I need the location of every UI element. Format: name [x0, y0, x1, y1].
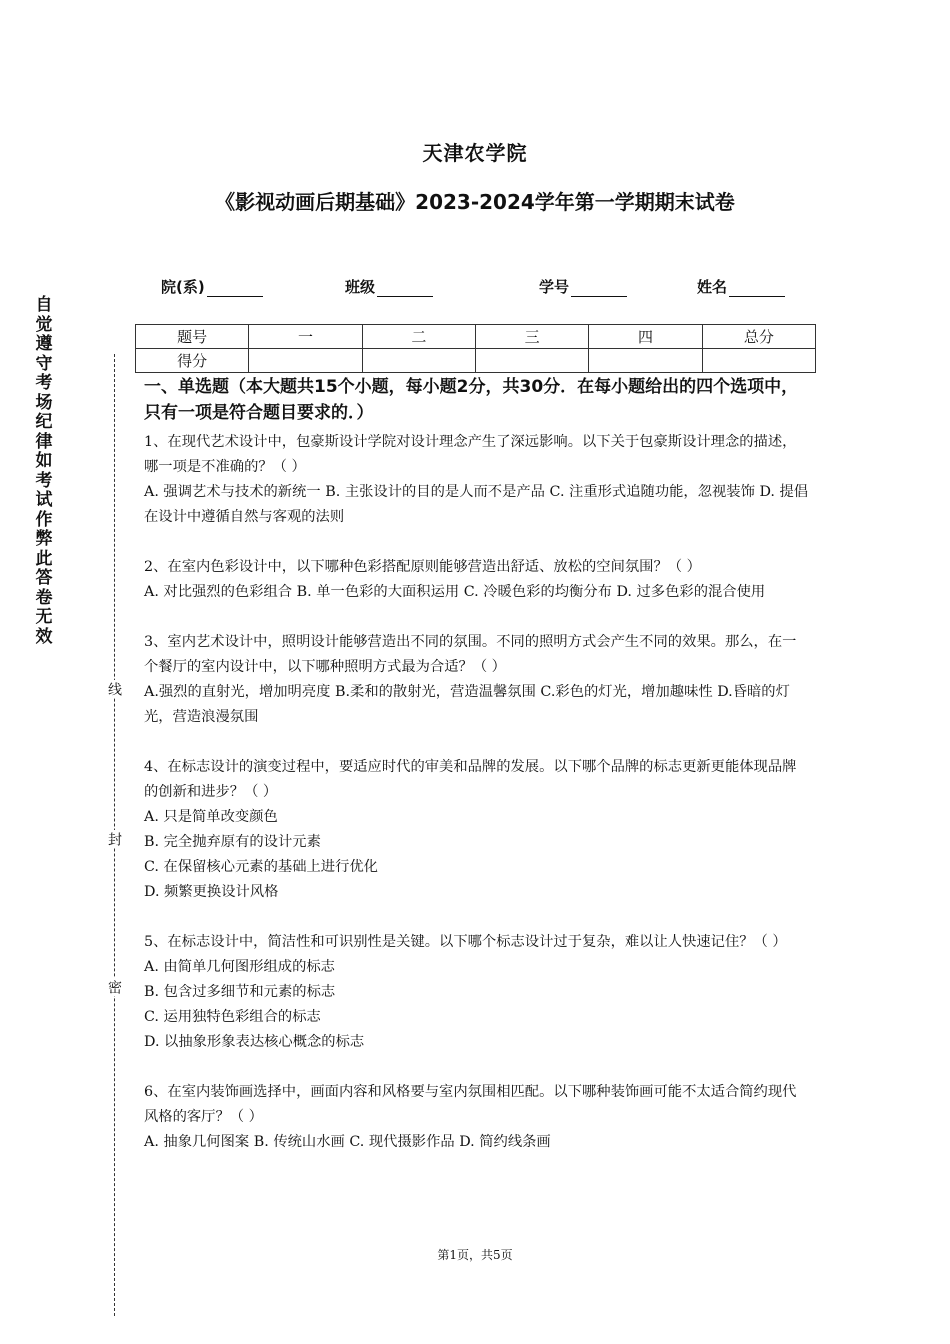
seal-line-char: 线	[106, 682, 122, 696]
question-stem: 1、在现代艺术设计中，包豪斯设计学院对设计理念产生了深远影响。以下关于包豪斯设计理念的描述，哪一项是不准确的？（ ）	[144, 434, 797, 475]
score-table-row-label: 得分	[136, 349, 249, 373]
name-field	[697, 276, 785, 297]
section-heading: 一、单选题（本大题共15个小题，每小题2分，共30分．在每小题给出的四个选项中，只有一项是符合题目要求的．）	[144, 377, 799, 423]
question-options: A. 对比强烈的色彩组合 B. 单一色彩的大面积运用 C. 冷暖色彩的均衡分布 D. 过多色彩的混合使用	[144, 584, 766, 600]
score-table-col-3: 三	[475, 325, 588, 349]
department-field	[161, 276, 263, 297]
option-b: B. 完全抛弃原有的设计元素	[144, 834, 321, 850]
class-blank[interactable]	[377, 280, 433, 297]
option-b: B. 包含过多细节和元素的标志	[144, 984, 336, 1000]
school-name: 天津农学院	[422, 141, 528, 165]
student-id-label: 学号	[539, 278, 570, 296]
department-blank[interactable]	[207, 280, 263, 297]
score-cell-2[interactable]	[362, 349, 475, 373]
question-stem: 4、在标志设计的演变过程中，要适应时代的审美和品牌的发展。以下哪个品牌的标志更新更能体现品牌的创新和进步？（ ）	[144, 759, 797, 800]
question-6	[144, 1080, 809, 1155]
score-table-col-4: 四	[589, 325, 702, 349]
score-table-header-label: 题号	[136, 325, 249, 349]
question-options: A.强烈的直射光，增加明亮度 B.柔和的散射光，营造温馨氛围 C.彩色的灯光，增加趣味性 D.昏暗的灯光，营造浪漫氛围	[144, 684, 790, 725]
student-id-field	[539, 276, 627, 297]
score-table	[135, 324, 816, 373]
question-options: A. 抽象几何图案 B. 传统山水画 C. 现代摄影作品 D. 简约线条画	[144, 1134, 551, 1150]
question-3	[144, 630, 809, 730]
exam-title: 《影视动画后期基础》2023-2024学年第一学期期末试卷	[215, 190, 735, 214]
name-label: 姓名	[697, 278, 728, 296]
question-stem: 6、在室内装饰画选择中，画面内容和风格要与室内氛围相匹配。以下哪种装饰画可能不太适合简约现代风格的客厅？（ ）	[144, 1084, 797, 1125]
page-footer: 第1页，共5页	[437, 1248, 513, 1262]
question-section	[144, 374, 809, 1180]
question-5	[144, 930, 809, 1055]
student-id-blank[interactable]	[571, 280, 627, 297]
question-stem: 2、在室内色彩设计中，以下哪种色彩搭配原则能够营造出舒适、放松的空间氛围？（ ）	[144, 559, 701, 575]
score-cell-3[interactable]	[475, 349, 588, 373]
option-c: C. 在保留核心元素的基础上进行优化	[144, 859, 378, 875]
score-table-header-row	[136, 325, 816, 349]
seal-seal-char: 封	[106, 832, 122, 846]
class-field	[345, 276, 433, 297]
option-a: A. 只是简单改变颜色	[144, 809, 278, 825]
question-4	[144, 755, 809, 905]
name-blank[interactable]	[729, 280, 785, 297]
score-table-col-1: 一	[249, 325, 362, 349]
question-stem: 3、室内艺术设计中，照明设计能够营造出不同的氛围。不同的照明方式会产生不同的效果。那么，在一个餐厅的室内设计中，以下哪种照明方式最为合适？（ ）	[144, 634, 797, 675]
question-options: A. 强调艺术与技术的新统一 B. 主张设计的目的是人而不是产品 C. 注重形式追随功能，忽视装饰 D. 提倡在设计中遵循自然与客观的法则	[144, 484, 809, 525]
seal-secret-char: 密	[106, 980, 122, 994]
score-table-score-row	[136, 349, 816, 373]
option-a: A. 由简单几何图形组成的标志	[144, 959, 335, 975]
question-1	[144, 430, 809, 530]
department-label: 院(系)	[161, 278, 205, 296]
score-cell-4[interactable]	[589, 349, 702, 373]
score-table-col-2: 二	[362, 325, 475, 349]
score-cell-1[interactable]	[249, 349, 362, 373]
question-stem: 5、在标志设计中，简洁性和可识别性是关键。以下哪个标志设计过于复杂，难以让人快速记住？（ ）	[144, 934, 787, 950]
option-d: D. 频繁更换设计风格	[144, 884, 279, 900]
score-cell-total[interactable]	[702, 349, 815, 373]
class-label: 班级	[345, 278, 376, 296]
question-2	[144, 555, 809, 605]
binding-notice: 自觉遵守考场纪律如考试作弊此答卷无效	[35, 295, 53, 647]
option-d: D. 以抽象形象表达核心概念的标志	[144, 1034, 365, 1050]
option-c: C. 运用独特色彩组合的标志	[144, 1009, 321, 1025]
student-info-row	[0, 276, 950, 298]
score-table-col-total: 总分	[702, 325, 815, 349]
